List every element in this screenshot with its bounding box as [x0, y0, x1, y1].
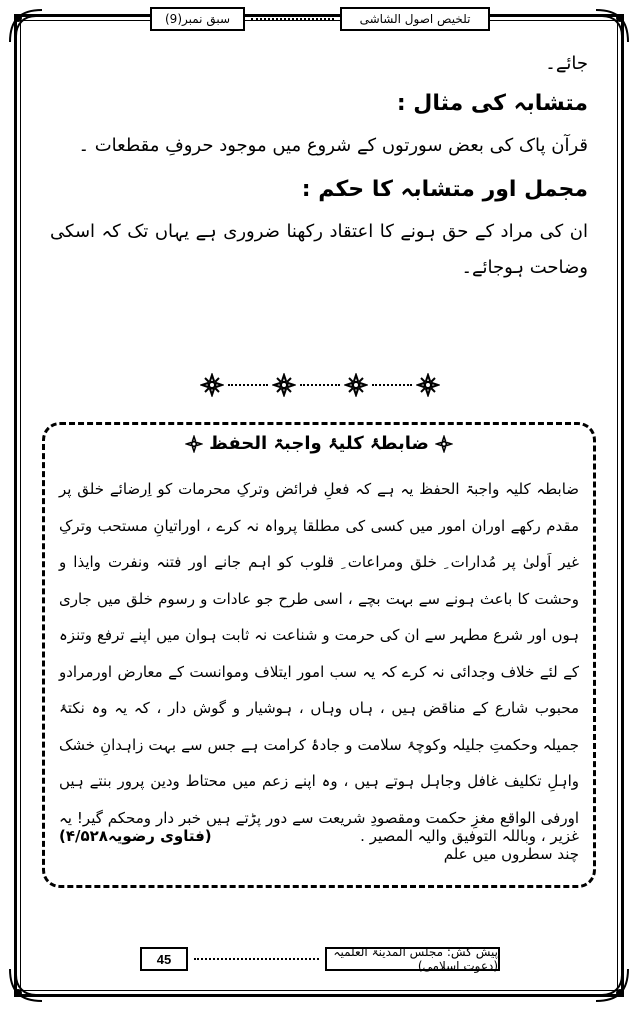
flower-icon	[416, 373, 440, 397]
corner-ornament-icon	[592, 6, 632, 46]
heading-example: متشابہ کی مثال :	[396, 91, 588, 116]
lesson-number: سبق نمبر(9)	[150, 7, 245, 31]
corner-ornament-icon	[6, 6, 46, 46]
main-content	[50, 50, 588, 286]
corner-ornament-icon	[592, 965, 632, 1005]
continuation-text: جائے۔	[545, 53, 588, 74]
rule-box-footer	[59, 827, 579, 845]
heading-ruling: مجمل اور متشابہ کا حکم :	[301, 177, 588, 202]
example-text: قرآن پاک کی بعض سورتوں کے شروع میں موجود حروفِ مقطعات ۔	[78, 135, 588, 156]
footer-divider	[194, 958, 319, 960]
flower-icon	[272, 373, 296, 397]
page-footer	[140, 946, 500, 972]
flower-icon	[185, 435, 203, 453]
rule-box	[42, 422, 596, 888]
flower-icon	[435, 435, 453, 453]
reference-citation: (فتاوی رضویہ۴/۵۲۸)	[59, 827, 212, 845]
page-header	[150, 6, 490, 32]
rule-box-title	[45, 433, 593, 454]
flower-icon	[200, 373, 224, 397]
publisher-label: پیش کش: مجلس المدینۃ العلمیہ (دعوت اسلامی)	[325, 947, 500, 971]
header-divider	[251, 18, 334, 20]
book-title: تلخیص اصول الشاشی	[340, 7, 490, 31]
rule-body-text: ضابطہ کلیہ واجبۃ الحفظ یہ ہے کہ فعلِ فرائض وترکِ محرمات کو اِرضائے خلق پر مقدم رکھے اوران امور میں کسی کی مطلقا پرواہ نہ کرے ، اوراتیانِ مستحب وترکِ غیر اَولیٰ پر مُدارات ِ خلق ومراعات ِ قلوب کو اہم جانے اور فتنہ ونفرت وایذا و وحشت کا باعث ہونے سے بہت بچے ، اسی طرح جو عادات و رسوم خلق میں جاری ہوں اور شرع مطہر سے ان کی حرمت و شناعت نہ ثابت ہوان میں اپنے ترفع وتنزہ کے لئے خلاف وجدائی نہ کرے کہ یہ سب امور ایتلاف وموانست کے معارض اورمرادو محبوب شارع کے مناقض ہیں ، ہاں وہاں ، ہوشیار و گوش دار ، کہ یہ وہ نکتۂ جمیلہ وحکمتِ جلیلہ وکوچۂ سلامت و جادۂ کرامت ہے جس سے بہت زاہدانِ خشک واہلِ تکلیف غافل وجاہل ہوتے ہیں ، وہ اپنے زعم میں محتاط ودین پرور بنتے ہیں اورفی الواقع مغزِ حکمت ومقصودِ شریعت سے دور پڑتے ہیں خبر دار ومحکم گیر! یہ چند سطروں میں علم	[59, 480, 579, 863]
section-divider	[200, 370, 440, 400]
page-number: 45	[140, 947, 188, 971]
rule-title-text: ضابطۂ کلیۂ واجبۃ الحفظ	[209, 433, 429, 454]
corner-ornament-icon	[6, 965, 46, 1005]
closing-text: غزیر ، وباللہ التوفیق والیہ المصیر .	[360, 827, 579, 845]
flower-icon	[344, 373, 368, 397]
ruling-text: ان کی مراد کے حق ہونے کا اعتقاد رکھنا ضروری ہے یہاں تک کہ اسکی وضاحت ہوجائے۔	[50, 221, 588, 278]
